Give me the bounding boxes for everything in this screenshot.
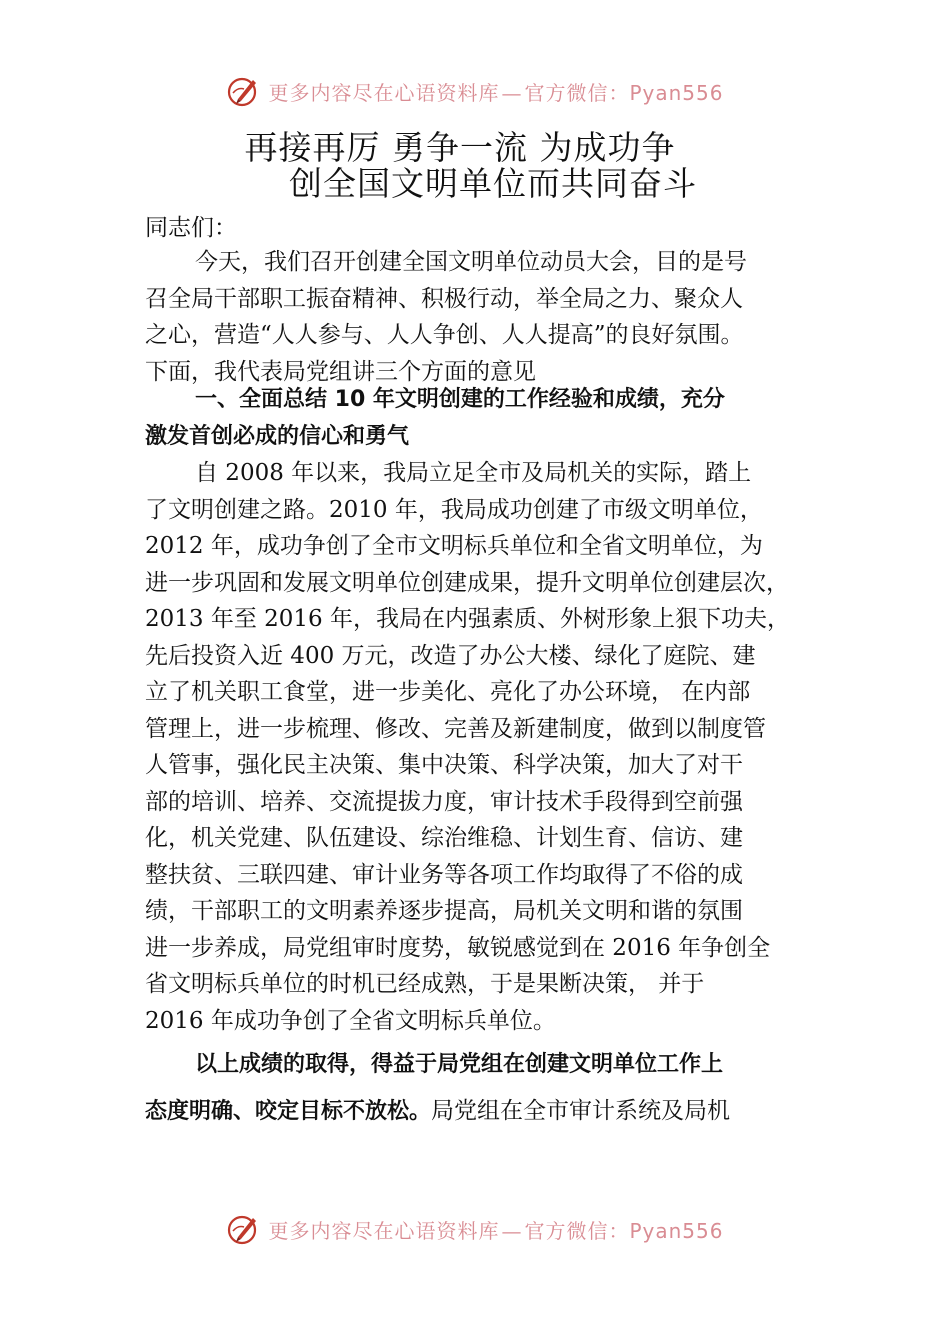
paragraph-line: 管理上，进一步梳理、修改、完善及新建制度，做到以制度管 [145,715,766,742]
watermark-text: 更多内容尽在心语资料库 — 官方微信：Pyan556 [268,80,724,105]
closing-bold-line: 以上成绩的取得，得益于局党组在创建文明单位工作上 [195,1052,724,1077]
watermark-text: 更多内容尽在心语资料库 — 官方微信：Pyan556 [268,1218,724,1243]
paragraph-line: 进一步巩固和发展文明单位创建成果，提升文明单位创建层次， [145,569,789,596]
document-title-line1: 再接再厉 勇争一流 为成功争 [244,128,676,167]
paragraph-line: 省文明标兵单位的时机已经成熟，于是果断决策， 并于 [145,971,705,997]
paragraph-line: 绩，干部职工的文明素养逐步提高，局机关文明和谐的氛围 [145,898,743,924]
paragraph-line: 部的培训、培养、交流提拔力度，审计技术手段得到空前强 [145,788,743,815]
pen-logo-icon [226,73,262,109]
paragraph-line: 自 2008 年以来，我局立足全市及局机关的实际，踏上 [195,460,752,486]
paragraph-line: 2016 年成功争创了全省文明标兵单位。 [145,1007,556,1034]
paragraph-line: 进一步养成，局党组审时度势，敏锐感觉到在 2016 年争创全 [145,934,771,961]
paragraph-line: 之心，营造“人人参与、人人争创、人人提高”的良好氛围。 [145,322,744,348]
document-title-line2: 创全国文明单位而共同奋斗 [289,164,697,203]
closing-normal-text: 局党组在全市审计系统及局机 [431,1098,731,1124]
paragraph-line: 了文明创建之路。2010 年，我局成功创建了市级文明单位， [145,496,763,523]
paragraph-line: 2012 年，成功争创了全市文明标兵单位和全省文明单位，为 [145,533,763,559]
heading-line: 激发首创必成的信心和勇气 [145,423,410,449]
heading-line: 一、全面总结 10 年文明创建的工作经验和成绩，充分 [195,387,725,412]
paragraph-line: 立了机关职工食堂，进一步美化、亮化了办公环境， 在内部 [145,679,751,705]
paragraph-line: 下面，我代表局党组讲三个方面的意见 [145,358,536,385]
paragraph-line: 化，机关党建、队伍建设、综治维稳、计划生育、信访、建 [145,825,743,851]
header-watermark-banner [0,68,950,114]
salutation: 同志们： [145,215,237,241]
main-paragraph [145,455,825,1039]
pen-logo-icon [226,1211,262,1247]
paragraph-line: 2013 年至 2016 年，我局在内强素质、外树形象上狠下功夫， [145,606,790,632]
footer-watermark-banner [0,1206,950,1252]
paragraph-line: 整扶贫、三联四建、审计业务等各项工作均取得了不俗的成 [145,861,743,888]
paragraph-line: 人管事，强化民主决策、集中决策、科学决策，加大了对干 [145,752,743,778]
section-heading [145,382,825,455]
paragraph-line: 今天，我们召开创建全国文明单位动员大会，目的是号 [195,249,747,275]
intro-paragraph [145,244,825,390]
paragraph-line: 召全局干部职工振奋精神、积极行动，举全局之力、聚众人 [145,285,743,312]
closing-paragraph [145,1042,825,1134]
paragraph-line: 先后投资入近 400 万元，改造了办公大楼、绿化了庭院、建 [145,642,756,669]
closing-bold-text: 态度明确、咬定目标不放松。 [145,1099,432,1124]
